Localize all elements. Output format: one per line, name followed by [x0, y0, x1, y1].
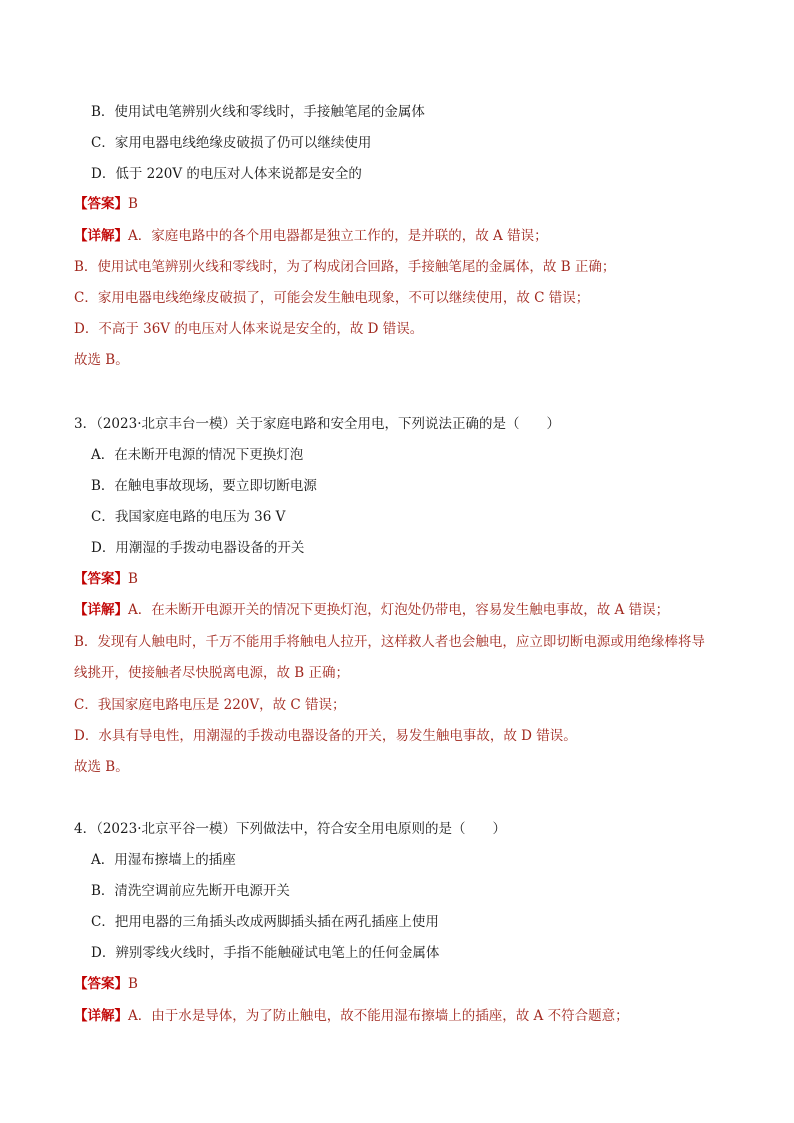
detail-text: A．由于水是导体，为了防止触电，故不能用湿布擦墙上的插座，故 A 不符合题意；: [128, 1008, 629, 1024]
option-c: C．把用电器的三角插头改成两脚插头插在两孔插座上使用: [91, 914, 439, 930]
detail-line: [74, 1006, 629, 1026]
detail-tag: 【详解】: [74, 602, 128, 618]
option-b: B．清洗空调前应先断开电源开关: [91, 883, 290, 899]
detail-tag: 【详解】: [74, 1008, 128, 1024]
answer-tag: 【答案】: [74, 976, 128, 992]
option-d: D．用潮湿的手拨动电器设备的开关: [91, 540, 305, 556]
detail-line: [74, 600, 669, 620]
detail-text: B．使用试电笔辨别火线和零线时，为了构成闭合回路，手接触笔尾的金属体，故 B 正确；: [74, 259, 616, 275]
detail-text: D．不高于 36V 的电压对人体来说是安全的，故 D 错误。: [74, 321, 424, 337]
detail-text: D．水具有导电性，用潮湿的手拨动电器设备的开关，易发生触电事故，故 D 错误。: [74, 728, 577, 744]
question-stem: 4．（2023·北京平谷一模）下列做法中，符合安全用电原则的是（ ）: [74, 821, 506, 837]
option-d: D．辨别零线火线时，手指不能触碰试电笔上的任何金属体: [91, 945, 440, 961]
option-c: C．家用电器电线绝缘皮破损了仍可以继续使用: [91, 135, 372, 151]
answer-line: [74, 974, 138, 994]
detail-text: A．家庭电路中的各个用电器都是独立工作的，是并联的，故 A 错误；: [128, 228, 548, 244]
answer-tag: 【答案】: [74, 571, 128, 587]
answer-value: B: [128, 976, 138, 992]
detail-text: C．我国家庭电路电压是 220V，故 C 错误；: [74, 697, 346, 713]
question-stem: 3．（2023·北京丰台一模）关于家庭电路和安全用电，下列说法正确的是（ ）: [74, 416, 560, 432]
option-d: D．低于 220V 的电压对人体来说都是安全的: [91, 166, 362, 182]
conclusion-text: 故选 B。: [74, 352, 129, 368]
detail-line: [74, 226, 548, 246]
answer-tag: 【答案】: [74, 196, 128, 212]
detail-text: A．在未断开电源开关的情况下更换灯泡，灯泡处仍带电，容易发生触电事故，故 A 错误；: [128, 602, 670, 618]
option-b: B．使用试电笔辨别火线和零线时，手接触笔尾的金属体: [91, 104, 425, 120]
conclusion-text: 故选 B。: [74, 759, 129, 775]
option-a: A．用湿布擦墙上的插座: [91, 852, 236, 868]
answer-line: [74, 569, 138, 589]
answer-line: [74, 194, 138, 214]
detail-tag: 【详解】: [74, 228, 128, 244]
option-c: C．我国家庭电路的电压为 36 V: [91, 509, 286, 525]
detail-text: 线挑开，使接触者尽快脱离电源，故 B 正确；: [74, 665, 350, 681]
answer-value: B: [128, 571, 138, 587]
detail-text: B．发现有人触电时，千万不能用手将触电人拉开，这样救人者也会触电，应立即切断电源或用绝缘棒将导: [74, 634, 705, 650]
option-a: A．在未断开电源的情况下更换灯泡: [91, 447, 304, 463]
option-b: B．在触电事故现场，要立即切断电源: [91, 478, 317, 494]
answer-value: B: [128, 196, 138, 212]
detail-text: C．家用电器电线绝缘皮破损了，可能会发生触电现象，不可以继续使用，故 C 错误；: [74, 290, 590, 306]
